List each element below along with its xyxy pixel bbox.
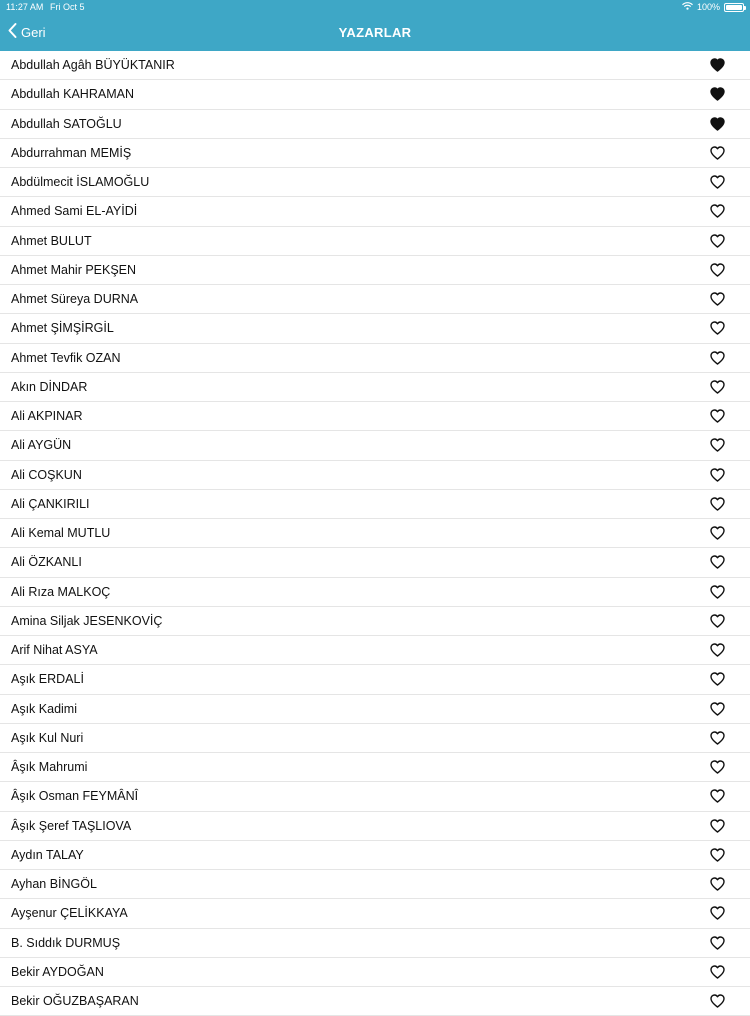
- author-name: Ahmet Tevfik OZAN: [11, 350, 121, 365]
- list-item[interactable]: [0, 461, 750, 490]
- author-name: Ali AKPINAR: [11, 409, 83, 424]
- list-item[interactable]: [0, 314, 750, 343]
- list-item[interactable]: [0, 51, 750, 80]
- author-list: [0, 51, 750, 1016]
- list-item[interactable]: [0, 431, 750, 460]
- status-right: [682, 0, 744, 14]
- list-item[interactable]: [0, 899, 750, 928]
- list-item[interactable]: [0, 695, 750, 724]
- heart-outline-icon[interactable]: [710, 672, 725, 686]
- heart-outline-icon[interactable]: [710, 702, 725, 716]
- heart-outline-icon[interactable]: [710, 789, 725, 803]
- heart-outline-icon[interactable]: [710, 204, 725, 218]
- wifi-icon: [682, 0, 693, 14]
- heart-outline-icon[interactable]: [710, 409, 725, 423]
- author-name: Ali AYGÜN: [11, 438, 72, 453]
- heart-outline-icon[interactable]: [710, 848, 725, 862]
- list-item[interactable]: [0, 110, 750, 139]
- heart-outline-icon[interactable]: [710, 731, 725, 745]
- status-date: Fri Oct 5: [50, 2, 85, 12]
- list-item[interactable]: [0, 139, 750, 168]
- list-item[interactable]: [0, 227, 750, 256]
- author-name: Abdurrahman MEMİŞ: [11, 145, 132, 160]
- author-name: Ayhan BİNGÖL: [11, 877, 97, 892]
- list-item[interactable]: [0, 490, 750, 519]
- author-name: Akın DİNDAR: [11, 379, 88, 394]
- heart-filled-icon[interactable]: [710, 87, 725, 101]
- heart-outline-icon[interactable]: [710, 555, 725, 569]
- heart-outline-icon[interactable]: [710, 234, 725, 248]
- list-item[interactable]: [0, 841, 750, 870]
- author-name: Ahmet Süreya DURNA: [11, 292, 139, 307]
- status-bar: [0, 0, 750, 14]
- list-item[interactable]: [0, 402, 750, 431]
- heart-outline-icon[interactable]: [710, 321, 725, 335]
- author-name: Abdullah Agâh BÜYÜKTANIR: [11, 58, 175, 73]
- heart-outline-icon[interactable]: [710, 526, 725, 540]
- author-name: Âşık Mahrumi: [11, 760, 88, 775]
- author-name: Âşık Osman FEYMÂNÎ: [11, 789, 139, 804]
- heart-outline-icon[interactable]: [710, 877, 725, 891]
- list-item[interactable]: [0, 724, 750, 753]
- heart-outline-icon[interactable]: [710, 146, 725, 160]
- heart-outline-icon[interactable]: [710, 819, 725, 833]
- heart-outline-icon[interactable]: [710, 936, 725, 950]
- heart-filled-icon[interactable]: [710, 58, 725, 72]
- list-item[interactable]: [0, 197, 750, 226]
- heart-outline-icon[interactable]: [710, 438, 725, 452]
- list-item[interactable]: [0, 285, 750, 314]
- list-item[interactable]: [0, 665, 750, 694]
- author-name: Ali COŞKUN: [11, 467, 82, 482]
- author-name: Aşık ERDALİ: [11, 672, 84, 687]
- list-item[interactable]: [0, 607, 750, 636]
- author-name: Ahmed Sami EL-AYİDİ: [11, 204, 138, 219]
- list-item[interactable]: [0, 929, 750, 958]
- back-label: Geri: [21, 24, 46, 40]
- list-item[interactable]: [0, 636, 750, 665]
- author-name: Bekir AYDOĞAN: [11, 964, 104, 979]
- list-item[interactable]: [0, 987, 750, 1016]
- author-name: Ali ÖZKANLI: [11, 555, 82, 570]
- navigation-bar: [0, 14, 750, 51]
- author-name: Ali Kemal MUTLU: [11, 526, 111, 541]
- list-item[interactable]: [0, 870, 750, 899]
- heart-outline-icon[interactable]: [710, 263, 725, 277]
- author-name: Aşık Kadimi: [11, 701, 77, 716]
- heart-outline-icon[interactable]: [710, 643, 725, 657]
- author-name: Bekir OĞUZBAŞARAN: [11, 994, 139, 1009]
- battery-fill: [726, 5, 742, 10]
- heart-outline-icon[interactable]: [710, 965, 725, 979]
- heart-outline-icon[interactable]: [710, 351, 725, 365]
- heart-outline-icon[interactable]: [710, 994, 725, 1008]
- list-item[interactable]: [0, 344, 750, 373]
- list-item[interactable]: [0, 373, 750, 402]
- list-item[interactable]: [0, 256, 750, 285]
- author-name: Abdullah KAHRAMAN: [11, 87, 134, 102]
- heart-outline-icon[interactable]: [710, 175, 725, 189]
- author-name: B. Sıddık DURMUŞ: [11, 935, 121, 950]
- heart-outline-icon[interactable]: [710, 380, 725, 394]
- author-name: Ali Rıza MALKOÇ: [11, 584, 111, 599]
- status-time: 11:27 AM: [6, 2, 44, 12]
- heart-outline-icon[interactable]: [710, 585, 725, 599]
- heart-outline-icon[interactable]: [710, 292, 725, 306]
- author-name: Amina Siljak JESENKOVİÇ: [11, 613, 163, 628]
- list-item[interactable]: [0, 753, 750, 782]
- author-name: Ahmet ŞİMŞİRGİL: [11, 321, 114, 336]
- author-name: Ahmet Mahir PEKŞEN: [11, 262, 137, 277]
- battery-percent: 100%: [696, 2, 720, 12]
- author-name: Aydın TALAY: [11, 847, 84, 862]
- heart-filled-icon[interactable]: [710, 117, 725, 131]
- author-name: Ahmet BULUT: [11, 233, 92, 248]
- list-item[interactable]: [0, 519, 750, 548]
- heart-outline-icon[interactable]: [710, 468, 725, 482]
- list-item[interactable]: [0, 168, 750, 197]
- author-name: Abdullah SATOĞLU: [11, 116, 122, 131]
- list-item[interactable]: [0, 812, 750, 841]
- heart-outline-icon[interactable]: [710, 614, 725, 628]
- list-item[interactable]: [0, 548, 750, 577]
- author-name: Ali ÇANKIRILI: [11, 496, 90, 511]
- list-item[interactable]: [0, 958, 750, 987]
- list-item[interactable]: [0, 80, 750, 109]
- author-name: Abdülmecit İSLAMOĞLU: [11, 175, 150, 190]
- author-name: Aşık Kul Nuri: [11, 730, 84, 745]
- top-bar: [0, 0, 750, 51]
- battery-icon: [724, 3, 744, 12]
- list-item[interactable]: [0, 578, 750, 607]
- heart-outline-icon[interactable]: [710, 760, 725, 774]
- heart-outline-icon[interactable]: [710, 906, 725, 920]
- author-name: Âşık Şeref TAŞLIOVA: [11, 818, 132, 833]
- heart-outline-icon[interactable]: [710, 497, 725, 511]
- author-name: Arif Nihat ASYA: [11, 643, 98, 658]
- page-title: YAZARLAR: [338, 25, 412, 40]
- list-item[interactable]: [0, 782, 750, 811]
- author-name: Ayşenur ÇELİKKAYA: [11, 906, 128, 921]
